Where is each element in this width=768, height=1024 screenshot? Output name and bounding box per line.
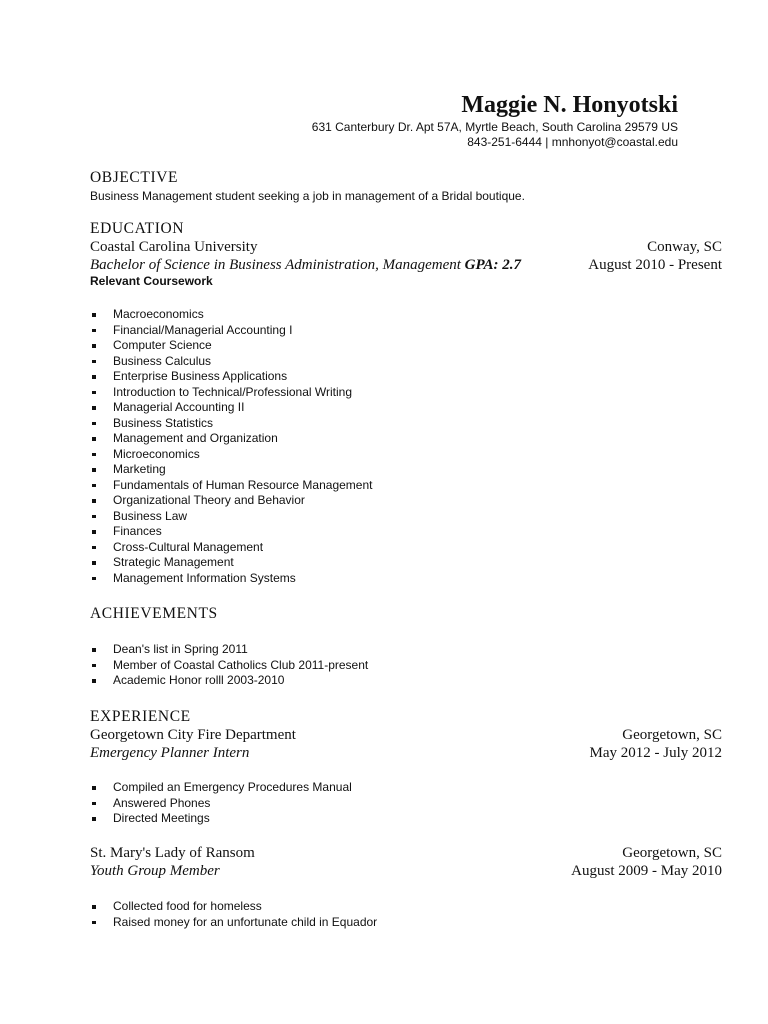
list-item-text: Financial/Managerial Accounting I xyxy=(113,322,293,337)
job-organization: Georgetown City Fire Department xyxy=(90,727,296,743)
list-item xyxy=(90,780,352,796)
achievements-heading: ACHIEVEMENTS xyxy=(90,605,218,622)
list-item xyxy=(90,416,372,432)
bullet-icon xyxy=(92,648,96,652)
address-line: 631 Canterbury Dr. Apt 57A, Myrtle Beach, South Carolina 29579 US xyxy=(311,120,678,134)
job-1-org-row xyxy=(90,726,722,744)
list-item xyxy=(90,478,372,494)
list-item-text: Raised money for an unfortunate child in Equador xyxy=(113,914,378,929)
list-item-text: Business Calculus xyxy=(113,353,212,368)
list-item-text: Enterprise Business Applications xyxy=(113,369,288,383)
list-item xyxy=(90,555,372,571)
bullet-icon xyxy=(92,515,96,519)
education-school-row xyxy=(90,238,722,256)
bullet-icon xyxy=(92,817,96,821)
list-item xyxy=(90,524,372,540)
list-item-text: Management Information Systems xyxy=(113,570,296,585)
achievements-list xyxy=(90,642,368,689)
bullet-icon xyxy=(92,484,96,488)
job-1-title-row xyxy=(90,744,722,762)
list-item xyxy=(90,658,368,674)
bullet-icon xyxy=(92,679,96,683)
list-item xyxy=(90,462,372,478)
list-item xyxy=(90,447,372,463)
list-item xyxy=(90,899,377,915)
job-dates: May 2012 - July 2012 xyxy=(589,745,722,761)
bullet-icon xyxy=(92,422,96,426)
list-item xyxy=(90,493,372,509)
list-item xyxy=(90,796,352,812)
bullet-icon xyxy=(92,561,96,565)
list-item-text: Fundamentals of Human Resource Management xyxy=(113,477,373,492)
experience-heading: EXPERIENCE xyxy=(90,708,191,725)
applicant-name: Maggie N. Honyotski xyxy=(461,92,678,118)
education-degree-row xyxy=(90,256,722,274)
job-location: Georgetown, SC xyxy=(622,845,722,861)
list-item-text: Answered Phones xyxy=(113,795,211,810)
bullet-icon xyxy=(92,391,96,395)
list-item-text: Compiled an Emergency Procedures Manual xyxy=(113,780,352,794)
bullet-icon xyxy=(92,921,96,925)
resume-header xyxy=(312,90,678,150)
list-item-text: Managerial Accounting II xyxy=(113,400,245,414)
bullet-icon xyxy=(92,313,96,317)
list-item-text: Dean's list in Spring 2011 xyxy=(113,642,248,656)
list-item-text: Introduction to Technical/Professional Writing xyxy=(113,384,353,399)
list-item xyxy=(90,673,368,689)
bullet-icon xyxy=(92,530,96,534)
list-item-text: Member of Coastal Catholics Club 2011-present xyxy=(113,657,369,672)
bullet-icon xyxy=(92,406,96,410)
list-item-text: Business Law xyxy=(113,508,188,523)
list-item xyxy=(90,369,372,385)
bullet-icon xyxy=(92,329,96,333)
bullet-icon xyxy=(92,437,96,441)
list-item-text: Collected food for homeless xyxy=(113,899,262,913)
bullet-icon xyxy=(92,905,96,909)
school-location: Conway, SC xyxy=(647,239,722,255)
list-item xyxy=(90,811,352,827)
list-item xyxy=(90,354,372,370)
bullet-icon xyxy=(92,802,96,806)
bullet-icon xyxy=(92,468,96,472)
job-1-duties-list xyxy=(90,780,352,827)
job-2-duties-list xyxy=(90,899,377,930)
job-location: Georgetown, SC xyxy=(622,727,722,743)
bullet-icon xyxy=(92,453,96,457)
list-item-text: Finances xyxy=(113,524,162,538)
list-item-text: Academic Honor rolll 2003-2010 xyxy=(113,673,285,687)
bullet-icon xyxy=(92,546,96,550)
school-name: Coastal Carolina University xyxy=(90,239,258,255)
job-2-org-row xyxy=(90,844,722,862)
bullet-icon xyxy=(92,664,96,668)
coursework-label: Relevant Coursework xyxy=(90,274,213,288)
list-item xyxy=(90,915,377,931)
list-item-text: Microeconomics xyxy=(113,446,200,461)
bullet-icon xyxy=(92,577,96,581)
list-item-text: Directed Meetings xyxy=(113,811,210,825)
list-item-text: Marketing xyxy=(113,462,166,476)
job-2-title-row xyxy=(90,862,722,880)
job-dates: August 2009 - May 2010 xyxy=(571,863,722,879)
list-item-text: Cross-Cultural Management xyxy=(113,539,264,554)
list-item xyxy=(90,307,372,323)
list-item xyxy=(90,509,372,525)
list-item-text: Management and Organization xyxy=(113,431,278,445)
bullet-icon xyxy=(92,375,96,379)
bullet-icon xyxy=(92,344,96,348)
list-item xyxy=(90,338,372,354)
list-item xyxy=(90,323,372,339)
list-item xyxy=(90,400,372,416)
job-organization: St. Mary's Lady of Ransom xyxy=(90,845,255,861)
objective-text: Business Management student seeking a job in management of a Bridal boutique. xyxy=(90,189,525,203)
list-item-text: Business Statistics xyxy=(113,415,214,430)
bullet-icon xyxy=(92,499,96,503)
list-item-text: Computer Science xyxy=(113,338,212,352)
list-item xyxy=(90,642,368,658)
degree-name: Bachelor of Science in Business Administration, Management xyxy=(90,257,461,273)
education-dates: August 2010 - Present xyxy=(588,257,722,273)
bullet-icon xyxy=(92,786,96,790)
list-item xyxy=(90,540,372,556)
list-item-text: Strategic Management xyxy=(113,555,234,569)
coursework-list xyxy=(90,307,372,586)
list-item xyxy=(90,385,372,401)
gpa-value: GPA: 2.7 xyxy=(464,257,522,273)
list-item-text: Macroeconomics xyxy=(113,307,204,321)
list-item xyxy=(90,431,372,447)
phone-email-line: 843-251-6444 | mnhonyot@coastal.edu xyxy=(467,135,678,149)
degree-line xyxy=(90,256,521,274)
job-title: Youth Group Member xyxy=(90,863,220,879)
list-item-text: Organizational Theory and Behavior xyxy=(113,493,305,507)
education-heading: EDUCATION xyxy=(90,220,185,237)
objective-heading: OBJECTIVE xyxy=(90,169,179,186)
bullet-icon xyxy=(92,360,96,364)
list-item xyxy=(90,571,372,587)
job-title: Emergency Planner Intern xyxy=(90,745,250,761)
